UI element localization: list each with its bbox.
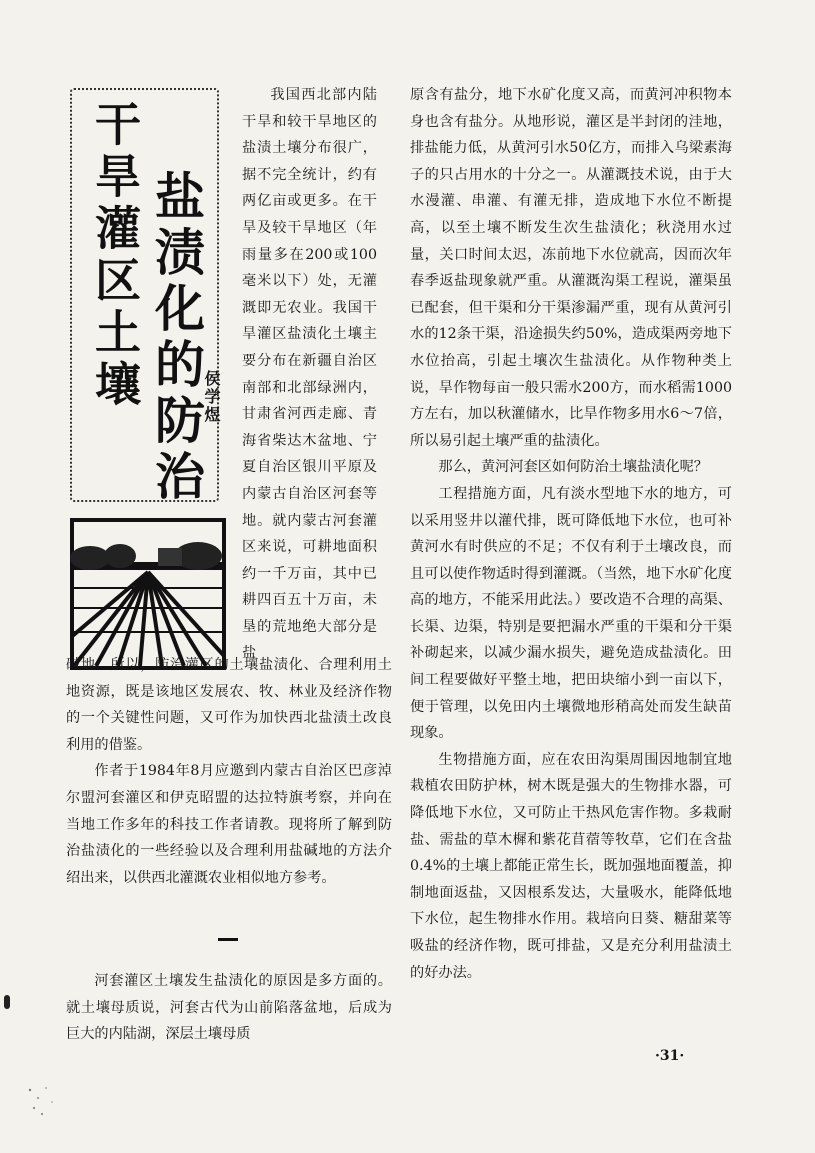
paragraph-5: 工程措施方面，凡有淡水型地下水的地方，可以采用竖井以灌代排，既可降低地下水位，也可补黄河水有时供应的不足；不仅有利于土壤改良，而且可以使作物适时得到灌溉。（当然，地下水矿化度高的地方，不能采用此法。）要改造不合理的高渠、长渠、边渠，特别是要把漏水严重的干渠和分干渠补砌起来，以减少漏水损失，避免造成盐渍化。田间工程要做好平整土地，把田块缩小到一亩以下，便于管理，以免田内土壤微地形稍高处而发生缺苗现象。 [410, 485, 732, 742]
paragraph-4: 那么，黄河河套区如何防治土壤盐渍化呢？ [438, 459, 708, 476]
scan-speckle-icon [22, 1080, 62, 1120]
right-column-text [410, 82, 732, 986]
section-number-one [218, 938, 238, 941]
page-number: ·31· [655, 1048, 685, 1064]
author-name: 侯学煜 [202, 370, 221, 424]
paragraph-6: 生物措施方面，应在农田沟渠周围因地制宜地栽植农田防护林，树木既是强大的生物排水器，可降低地下水位，又可防止干热风危害作物。多栽耐盐、需盐的草木樨和紫花苜蓿等牧草，它们在含盐0.4%的土壤上都能正常生长，既加强地面覆盖，抑制地面返盐，又因根系发达，大量吸水，能降低地下水位，起生物排水作用。栽培向日葵、糖甜菜等吸盐的经济作物，既可排盐，又是充分利用盐渍土的好办法。 [410, 751, 732, 981]
intro-paragraph-continued: 碱地。所以，防治灌区的土壤盐渍化、合理利用土地资源，既是该地区发展农、牧、林业及经济作物的一个关键性问题，又可作为加快西北盐渍土改良利用的借鉴。 [66, 657, 392, 753]
paragraph-2: 作者于1984年8月应邀到内蒙古自治区巴彦淖尔盟河套灌区和伊克昭盟的达拉特旗考察，并向在当地工作多年的科技工作者请教。现将所了解到防治盐渍化的一些经验以及合理利用盐碱地的方法介绍出来，以供西北灌溉农业相似地方参考。 [66, 763, 392, 886]
intro-paragraph: 我国西北部内陆干旱和较干旱地区的盐渍土壤分布很广，据不完全统计，约有两亿亩或更多。在干旱及较干旱地区（年雨量多在200或100毫米以下）处，无灌溉即无农业。我国干旱灌区盐渍化土壤主要分布在新疆自治区南部和北部绿洲内，甘肃省河西走廊、青海省柴达木盆地、宁夏自治区银川平原及内蒙古自治区河套等地。就内蒙古河套灌区来说，可耕地面积约一千万亩，其中已耕四百五十万亩，未垦的荒地绝大部分是盐 [242, 87, 377, 662]
farmland-illustration-icon [70, 518, 226, 670]
section-1-start [66, 968, 392, 1048]
title-line-2: 盐渍化的防治 [147, 170, 205, 506]
left-column-text [66, 652, 392, 891]
scan-mark [4, 995, 10, 1009]
paragraph-3: 河套灌区土壤发生盐渍化的原因是多方面的。就土壤母质说，河套古代为山前陷落盆地，后成为巨大的内陆湖，深层土壤母质 [66, 973, 392, 1043]
title-line-1: 干旱灌区土壤 [88, 100, 142, 412]
paragraph-3-continued: 原含有盐分，地下水矿化度又高，而黄河冲积物本身也含有盐分。从地形说，灌区是半封闭的洼地，排盐能力低，从黄河引水50亿方，而排入乌梁素海子的只占用水的十分之一。从灌溉技术说，由于大水漫灌、串灌、有灌无排，造成地下水位不断提高，以至土壤不断发生次生盐渍化；秋浇用水过量，关口时间太迟，冻前地下水位就高，因而次年春季返盐现象就严重。从灌溉沟渠工程说，灌渠虽已配套，但干渠和分干渠渗漏严重，现有从黄河引水的12条干渠，沿途损失约50%，造成渠两旁地下水位抬高，引起土壤次生盐渍化。从作物种类上说，旱作物每亩一般只需水200方，而水稻需1000方左右，加以秋灌储水，比旱作物多用水6～7倍，所以易引起土壤严重的盐渍化。 [410, 87, 732, 449]
